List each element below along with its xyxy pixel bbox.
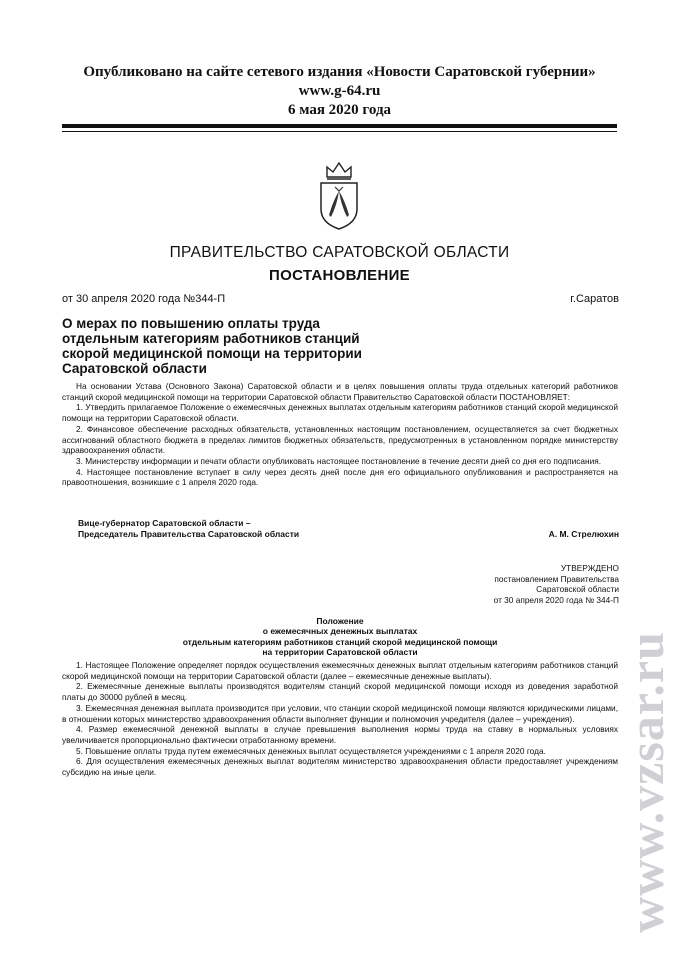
signatory-position: [78, 518, 299, 540]
decree-body: [62, 381, 618, 488]
saratov-coat-of-arms-icon: [317, 161, 361, 231]
header-rule-thin: [62, 131, 617, 132]
signatory-position-line-1: Вице-губернатор Саратовской области –: [78, 518, 251, 528]
regulation-title-line-4: на территории Саратовской области: [262, 646, 418, 657]
regulation-paragraph: 5. Повышение оплаты труда путем ежемесячных денежных выплат осуществляется учреждениями с 1 апреля 2020 года.: [76, 745, 546, 756]
decree-city: г.Саратов: [570, 293, 619, 305]
decree-paragraph: 2. Финансовое обеспечение расходных обязательств, установленных настоящим постановлением, осуществляется за счет бюджетных ассигнований областного бюджета в пределах лимитов бюджетных обязательств, предусмотренных в установленном порядке министерству здравоохранения области.: [62, 423, 618, 456]
decree-date-number: от 30 апреля 2020 года №344-П: [62, 293, 226, 305]
signatory-name: А. М. Стрелюхин: [548, 529, 619, 539]
approval-line-3: Саратовской области: [536, 584, 619, 594]
decree-paragraph: 3. Министерству информации и печати области опубликовать настоящее постановление в течение десяти дней со дня его подписания.: [76, 455, 602, 466]
publication-date: 6 мая 2020 года: [287, 102, 392, 118]
document-type: ПОСТАНОВЛЕНИЕ: [269, 267, 410, 284]
regulation-title-line-2: о ежемесячных денежных выплатах: [262, 626, 418, 637]
watermark: [616, 612, 676, 952]
regulation-paragraph: 3. Ежемесячная денежная выплата производится при условии, что станции скорой медицинской помощи являются юридическими лицами, в отношении которых министерство здравоохранения области выполняет функции и полномочия учредителя (далее – учреждения).: [62, 702, 618, 724]
signatory-position-line-2: Председатель Правительства Саратовской области: [78, 529, 300, 539]
regulation-paragraph: 1. Настоящее Положение определяет порядок осуществления ежемесячных денежных выплат отдельным категориям работников станций скорой медицинской помощи на территории Саратовской области (далее – ежемесячные денежные выплаты).: [62, 660, 618, 681]
publication-line-1: Опубликовано на сайте сетевого издания «Новости Саратовской губернии»: [83, 64, 596, 80]
regulation-paragraph: 2. Ежемесячные денежные выплаты производятся водителям станций скорой медицинской помощи исходя из доведения заработной платы до 30000 рублей в месяц.: [62, 681, 618, 703]
regulation-paragraph: 4. Размер ежемесячной денежной выплаты в случае превышения выполнения нормы труда на ставку в нормальных условиях увеличивается пропорционально фактически отработанному времени.: [62, 724, 618, 745]
approval-line-4: от 30 апреля 2020 года № 344-П: [493, 594, 619, 605]
government-name: ПРАВИТЕЛЬСТВО САРАТОВСКОЙ ОБЛАСТИ: [169, 244, 510, 261]
regulation-body: [62, 660, 618, 778]
decree-paragraph: На основании Устава (Основного Закона) Саратовской области и в целях повышения оплаты труда отдельных категорий работников станций скорой медицинской помощи на территории Саратовской области Правительство Саратовской области ПОСТАНОВЛЯЕТ:: [62, 381, 618, 402]
regulation-title: [62, 616, 618, 657]
approval-line-2: постановлением Правительства: [494, 573, 619, 584]
approval-block: [419, 563, 619, 605]
regulation-paragraph: 6. Для осуществления ежемесячных денежных выплат водителям министерство здравоохранения области предоставляет учреждениям субсидию на иные цели.: [62, 756, 618, 778]
approval-line-1: УТВЕРЖДЕНО: [560, 563, 619, 573]
regulation-title-line-1: Положение: [316, 616, 364, 626]
decree-paragraph: 1. Утвердить прилагаемое Положение о ежемесячных денежных выплатах отдельным категориям работников станций скорой медицинской помощи на территории Саратовской области.: [62, 402, 618, 424]
decree-paragraph: 4. Настоящее постановление вступает в силу через десять дней после дня его официального опубликования и распространяется на правоотношения, возникшие с 1 апреля 2020 года.: [62, 466, 618, 488]
header-rule-thick: [62, 124, 617, 128]
regulation-title-line-3: отдельным категориям работников станций скорой медицинской помощи: [182, 636, 498, 647]
publication-site: www.g-64.ru: [298, 83, 381, 99]
watermark-text: www.vzsar.ru: [618, 631, 675, 933]
decree-subject: О мерах по повышению оплаты труда отдельным категориям работников станций скорой медицинской помощи на территории Саратовской области: [62, 316, 362, 376]
